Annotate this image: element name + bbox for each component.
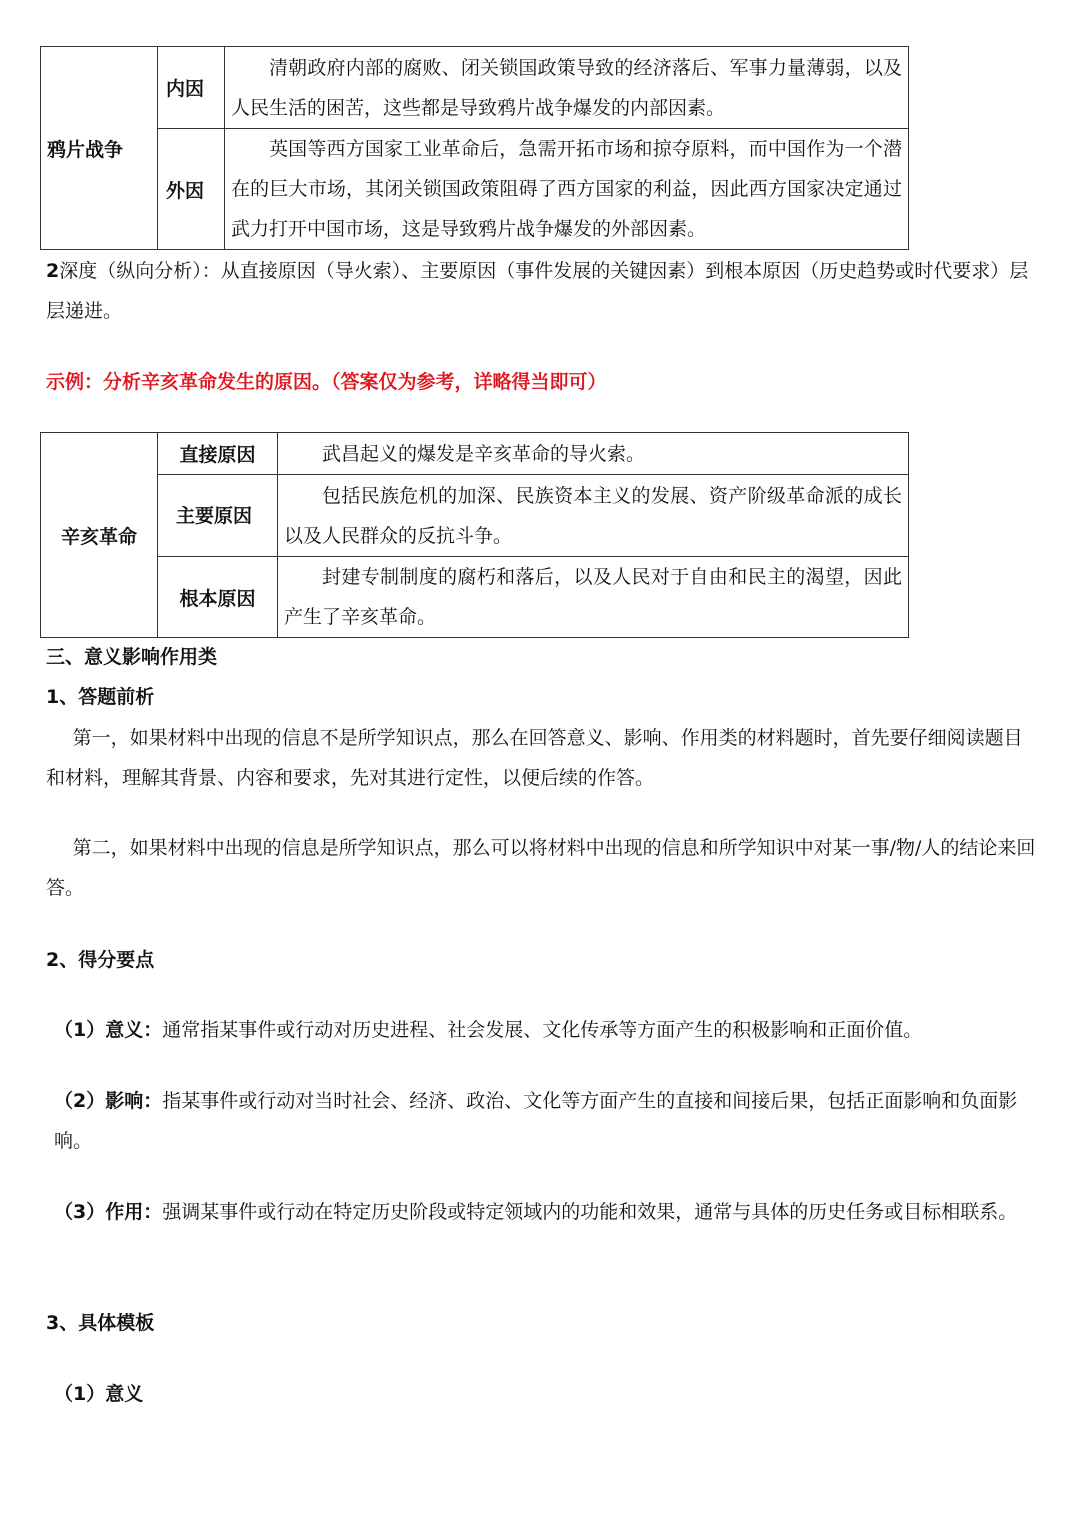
example-heading: 示例：分析辛亥革命发生的原因。（答案仅为参考，详略得当即可）	[46, 371, 607, 393]
template-item-significance: （1）意义	[54, 1383, 144, 1405]
point-label: （1）意义：	[54, 1019, 163, 1041]
external-cause-text: 英国等西方国家工业革命后，急需开拓市场和掠夺原料，而中国作为一个潜在的巨大市场，其闭关锁国政策阻碍了西方国家的利益，因此西方国家决定通过武力打开中国市场，这是导致鸦片战争爆发的外部因素。	[225, 129, 909, 250]
opium-war-cause-table	[40, 46, 909, 250]
external-cause-label: 外因	[158, 129, 225, 250]
analysis-paragraph-2: 第二，如果材料中出现的信息是所学知识点，那么可以将材料中出现的信息和所学知识中对某一事/物/人的结论来回答。	[46, 837, 1036, 899]
depth-text: 深度（纵向分析）：从直接原因（导火索）、主要原因（事件发展的关键因素）到根本原因（历史趋势或时代要求）层层递进。	[46, 260, 1029, 322]
event-cell: 鸦片战争	[41, 47, 158, 250]
depth-number: 2	[46, 260, 60, 282]
analysis-paragraph-1: 第一，如果材料中出现的信息不是所学知识点，那么在回答意义、影响、作用类的材料题时，首先要仔细阅读题目和材料，理解其背景、内容和要求，先对其进行定性，以便后续的作答。	[46, 727, 1023, 789]
main-cause-text: 包括民族危机的加深、民族资本主义的发展、资产阶级革命派的成长以及人民群众的反抗斗争。	[278, 475, 909, 557]
scoring-point	[46, 1192, 1036, 1232]
point-label: （3）作用：	[54, 1201, 163, 1223]
scoring-point	[46, 1010, 1036, 1050]
section-title: 三、意义影响作用类	[46, 646, 218, 668]
point-text: 通常指某事件或行动对历史进程、社会发展、文化传承等方面产生的积极影响和正面价值。	[162, 1019, 923, 1041]
internal-cause-text: 清朝政府内部的腐败、闭关锁国政策导致的经济落后、军事力量薄弱，以及人民生活的困苦，这些都是导致鸦片战争爆发的内部因素。	[225, 47, 909, 129]
root-cause-text: 封建专制制度的腐朽和落后，以及人民对于自由和民主的渴望，因此产生了辛亥革命。	[278, 557, 909, 638]
scoring-point	[46, 1081, 1036, 1161]
point-label: （2）影响：	[54, 1090, 163, 1112]
point-text: 强调某事件或行动在特定历史阶段或特定领域内的功能和效果，通常与具体的历史任务或目标相联系。	[162, 1201, 1018, 1223]
xinhai-revolution-cause-table	[40, 432, 909, 638]
subsection-analysis-title: 1、答题前析	[46, 686, 155, 708]
direct-cause-text: 武昌起义的爆发是辛亥革命的导火索。	[278, 433, 909, 475]
internal-cause-label: 内因	[158, 47, 225, 129]
subsection-scoring-title: 2、得分要点	[46, 949, 155, 971]
event-cell: 辛亥革命	[41, 433, 158, 638]
subsection-template-title: 3、具体模板	[46, 1312, 155, 1334]
root-cause-label: 根本原因	[158, 557, 278, 638]
main-cause-label: 主要原因	[158, 475, 278, 557]
depth-paragraph	[46, 251, 1036, 331]
point-text: 指某事件或行动对当时社会、经济、政治、文化等方面产生的直接和间接后果，包括正面影响和负面影响。	[54, 1090, 1018, 1152]
direct-cause-label: 直接原因	[158, 433, 278, 475]
